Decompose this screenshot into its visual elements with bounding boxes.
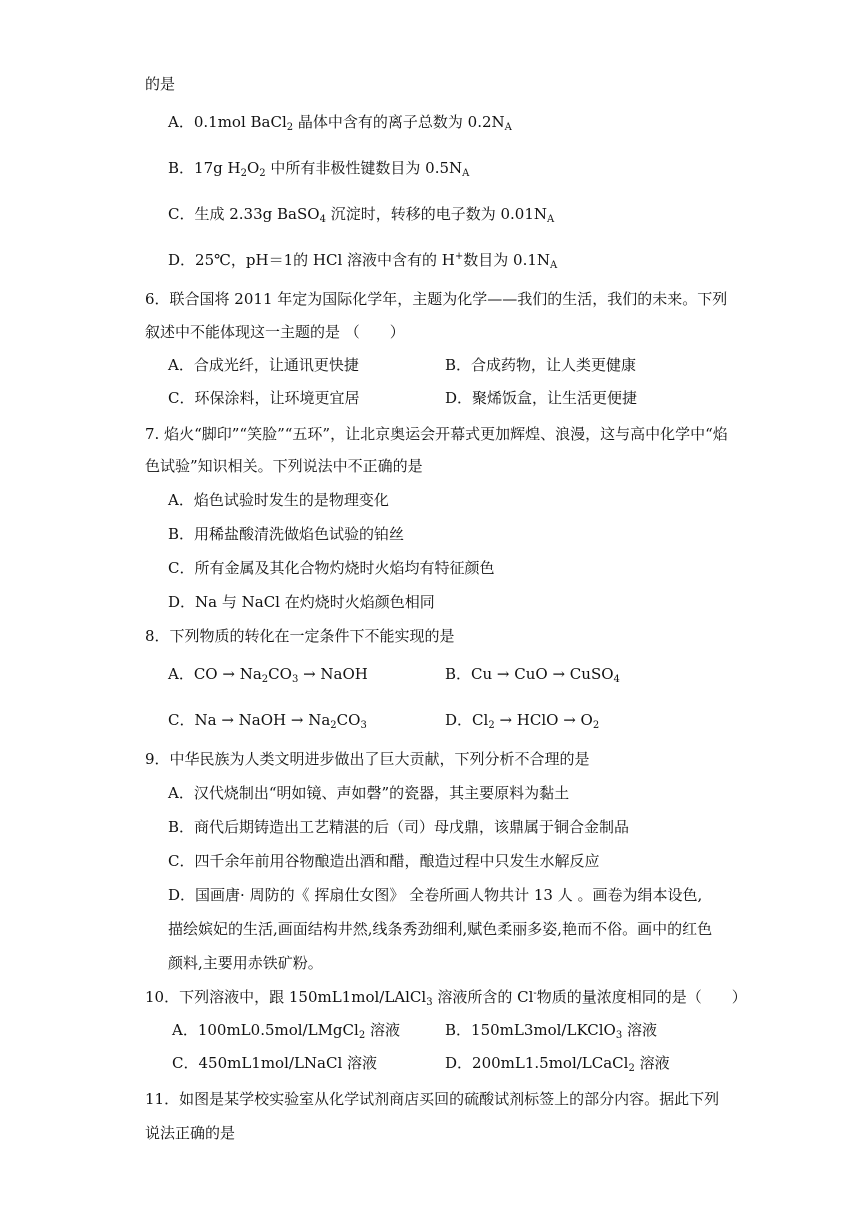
q10-option-a: A．100mL0.5mol/LMgCl$_2$ 溶液 — [172, 1021, 400, 1041]
q6-stem-cont: 叙述中不能体现这一主题的是 （ ） — [145, 323, 405, 341]
q9-option-d-cont1: 描绘嫔妃的生活,画面结构井然,线条秀劲细利,赋色柔丽多姿,艳而不俗。画中的红色 — [168, 920, 713, 938]
q8-option-b: B．Cu → CuO → CuSO$_4$ — [445, 665, 620, 685]
q11-stem-cont: 说法正确的是 — [145, 1124, 236, 1142]
q10-option-c: C．450mL1mol/LNaCl 溶液 — [172, 1054, 378, 1072]
q7-stem-cont: 色试验”知识相关。下列说法中不正确的是 — [145, 457, 423, 475]
q9-stem: 9．中华民族为人类文明进步做出了巨大贡献，下列分析不合理的是 — [145, 750, 590, 768]
q10-option-b: B．150mL3mol/LKClO$_3$ 溶液 — [445, 1021, 657, 1041]
q6-stem: 6．联合国将 2011 年定为国际化学年，主题为化学——我们的生活，我们的未来。下列 — [145, 290, 728, 308]
q8-option-a: A．CO → $Na_2CO_3$ → NaOH — [168, 665, 368, 685]
q9-option-d-cont2: 颜料,主要用赤铁矿粉。 — [168, 954, 323, 972]
q7-option-c: C．所有金属及其化合物灼烧时火焰均有特征颜色 — [168, 559, 495, 577]
q6-option-a: A．合成光纤，让通讯更快捷 — [168, 356, 359, 374]
q6-option-b: B．合成药物，让人类更健康 — [445, 356, 637, 374]
q10-option-d: D．200mL1.5mol/LCaCl$_2$ 溶液 — [445, 1054, 670, 1074]
q10-stem: 10．下列溶液中，跟 150mL1mol/LAlCl$_3$ 溶液所含的 Cl-物质的量浓度相同的是（ ） — [145, 988, 747, 1008]
q9-option-c: C．四千余年前用谷物酿造出酒和醋，酿造过程中只发生水解反应 — [168, 852, 600, 870]
q7-option-d: D．Na 与 NaCl 在灼烧时火焰颜色相同 — [168, 593, 435, 611]
q7-stem: 7. 焰火“脚印”“笑脸”“五环”，让北京奥运会开幕式更加辉煌、浪漫，这与高中化学中“焰 — [145, 425, 728, 443]
q5-option-c: C．生成 2.33g BaSO$_4$ 沉淀时，转移的电子数为 $0.01N_A$ — [168, 205, 555, 225]
q9-option-b: B．商代后期铸造出工艺精湛的后（司）母戊鼎，该鼎属于铜合金制品 — [168, 818, 630, 836]
q8-option-c: C．Na → NaOH → $Na_2CO_3$ — [168, 711, 367, 731]
q6-option-c: C．环保涂料，让环境更宜居 — [168, 389, 360, 407]
q5-option-a: A．0.1mol BaCl$_2$ 晶体中含有的离子总数为 $0.2N_A$ — [168, 113, 512, 133]
q5-option-d: D．25℃，pH＝1的 HCl 溶液中含有的 H+数目为 $0.1N_A$ — [168, 251, 558, 271]
q8-option-d: D．$Cl_2$ → HClO → $O_2$ — [445, 711, 600, 731]
q7-option-b: B．用稀盐酸清洗做焰色试验的铂丝 — [168, 525, 405, 543]
q11-stem: 11．如图是某学校实验室从化学试剂商店买回的硫酸试剂标签上的部分内容。据此下列 — [145, 1090, 720, 1108]
q5-option-b: B．17g $H_2O_2$ 中所有非极性键数目为 $0.5N_A$ — [168, 159, 470, 179]
q6-option-d: D．聚烯饭盒，让生活更便捷 — [445, 389, 638, 407]
q8-stem: 8．下列物质的转化在一定条件下不能实现的是 — [145, 627, 455, 645]
q7-option-a: A．焰色试验时发生的是物理变化 — [168, 491, 389, 509]
q9-option-a: A．汉代烧制出“明如镜、声如磬”的瓷器，其主要原料为黏土 — [168, 784, 570, 802]
q5-stem-end: 的是 — [145, 75, 176, 93]
q9-option-d: D．国画唐· 周防的《 挥扇仕女图》 全卷所画人物共计 13 人 。画卷为绢本设色, — [168, 886, 703, 904]
